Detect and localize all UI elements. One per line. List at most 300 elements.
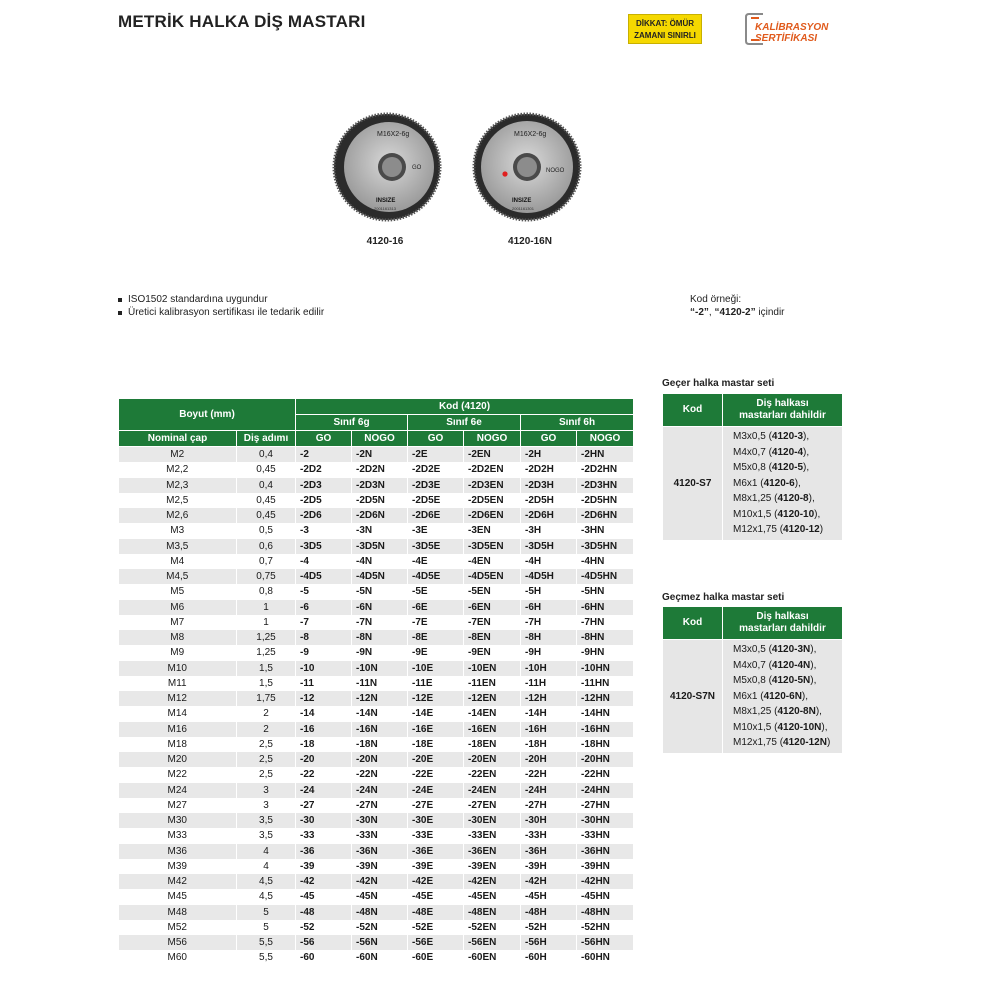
nominal-size-cell: M60 xyxy=(119,950,237,965)
code-cell: -27EN xyxy=(464,798,521,813)
bullet-icon xyxy=(118,298,122,302)
code-cell: -2D5E xyxy=(408,493,464,508)
code-cell: -30EN xyxy=(464,813,521,828)
code-cell: -18E xyxy=(408,737,464,752)
pitch-cell: 5,5 xyxy=(237,935,296,950)
code-cell: -3E xyxy=(408,523,464,538)
table-row xyxy=(119,874,634,889)
nogo-set-header-items: Diş halkası mastarları dahildir xyxy=(723,607,843,640)
code-cell: -52 xyxy=(296,920,352,935)
table-row xyxy=(119,615,634,630)
set-item: M12x1,75 (4120-12N) xyxy=(733,737,831,748)
code-cell: -60E xyxy=(408,950,464,965)
table-row xyxy=(119,783,634,798)
code-cell: -56E xyxy=(408,935,464,950)
pitch-cell: 2,5 xyxy=(237,737,296,752)
code-cell: -11 xyxy=(296,676,352,691)
feature-list xyxy=(118,293,324,319)
pitch-cell: 1,75 xyxy=(237,691,296,706)
code-cell: -2E xyxy=(408,447,464,463)
table-row xyxy=(119,508,634,523)
code-cell: -2D2N xyxy=(352,462,408,477)
code-cell: -33EN xyxy=(464,828,521,843)
code-cell: -60HN xyxy=(577,950,634,965)
table-row xyxy=(119,935,634,950)
go-set-code: 4120-S7 xyxy=(663,427,723,541)
code-cell: -2D6H xyxy=(521,508,577,523)
code-cell: -42E xyxy=(408,874,464,889)
code-cell: -9EN xyxy=(464,645,521,660)
header-nominal: Nominal çap xyxy=(119,431,237,447)
code-cell: -4D5EN xyxy=(464,569,521,584)
table-row xyxy=(119,569,634,584)
feature-item: Üretici kalibrasyon sertifikası ile tedarik edilir xyxy=(118,306,324,319)
header-class-6e: Sınıf 6e xyxy=(408,415,521,431)
warning-badge xyxy=(628,14,702,44)
pitch-cell: 2 xyxy=(237,706,296,721)
nominal-size-cell: M9 xyxy=(119,645,237,660)
pitch-cell: 0,5 xyxy=(237,523,296,538)
pitch-cell: 2,5 xyxy=(237,752,296,767)
code-cell: -8HN xyxy=(577,630,634,645)
code-cell: -30N xyxy=(352,813,408,828)
code-cell: -33H xyxy=(521,828,577,843)
code-cell: -4D5H xyxy=(521,569,577,584)
code-cell: -45EN xyxy=(464,889,521,904)
table-row xyxy=(119,706,634,721)
code-cell: -14EN xyxy=(464,706,521,721)
go-set-header-kod: Kod xyxy=(663,394,723,427)
code-cell: -11E xyxy=(408,676,464,691)
code-cell: -2D3HN xyxy=(577,478,634,493)
pitch-cell: 0,4 xyxy=(237,447,296,463)
code-cell: -56H xyxy=(521,935,577,950)
code-cell: -11H xyxy=(521,676,577,691)
pitch-cell: 3 xyxy=(237,783,296,798)
code-cell: -2D3EN xyxy=(464,478,521,493)
code-cell: -18HN xyxy=(577,737,634,752)
nominal-size-cell: M18 xyxy=(119,737,237,752)
pitch-cell: 1 xyxy=(237,615,296,630)
code-cell: -12N xyxy=(352,691,408,706)
code-cell: -30E xyxy=(408,813,464,828)
code-cell: -24 xyxy=(296,783,352,798)
nominal-size-cell: M3,5 xyxy=(119,539,237,554)
code-cell: -22EN xyxy=(464,767,521,782)
go-gauge-caption: 4120-16 xyxy=(366,236,404,247)
code-cell: -14HN xyxy=(577,706,634,721)
code-cell: -27 xyxy=(296,798,352,813)
code-cell: -52HN xyxy=(577,920,634,935)
nogo-gauge-caption: 4120-16N xyxy=(508,236,552,247)
code-cell: -30HN xyxy=(577,813,634,828)
code-cell: -39 xyxy=(296,859,352,874)
pitch-cell: 0,45 xyxy=(237,462,296,477)
nogo-gauge-marking: M16X2-6g xyxy=(514,131,547,138)
code-cell: -45 xyxy=(296,889,352,904)
code-cell: -56N xyxy=(352,935,408,950)
nominal-size-cell: M10 xyxy=(119,661,237,676)
code-cell: -10H xyxy=(521,661,577,676)
code-example-text: “-2”, “4120-2” içindir xyxy=(690,307,785,318)
table-row xyxy=(119,828,634,843)
pitch-cell: 1,25 xyxy=(237,630,296,645)
page-title: METRİK HALKA DİŞ MASTARI xyxy=(118,12,366,31)
pitch-cell: 2,5 xyxy=(237,767,296,782)
code-cell: -4HN xyxy=(577,554,634,569)
code-cell: -7E xyxy=(408,615,464,630)
set-item: M10x1,5 (4120-10), xyxy=(733,508,821,520)
code-cell: -2D5 xyxy=(296,493,352,508)
table-row xyxy=(119,661,634,676)
code-cell: -7EN xyxy=(464,615,521,630)
code-cell: -3D5 xyxy=(296,539,352,554)
feature-item: ISO1502 standardına uygundur xyxy=(118,293,324,306)
header-kod: Kod (4120) xyxy=(296,399,634,415)
header-nogo: NOGO xyxy=(577,431,634,447)
nominal-size-cell: M5 xyxy=(119,584,237,599)
pitch-cell: 3,5 xyxy=(237,813,296,828)
header-boyut: Boyut (mm) xyxy=(119,399,296,431)
code-cell: -16EN xyxy=(464,722,521,737)
code-cell: -48EN xyxy=(464,905,521,920)
calibration-certificate-logo xyxy=(745,12,845,46)
code-cell: -2D2 xyxy=(296,462,352,477)
nogo-set-header-kod: Kod xyxy=(663,607,723,640)
code-cell: -5 xyxy=(296,584,352,599)
pitch-cell: 3 xyxy=(237,798,296,813)
code-cell: -2D3N xyxy=(352,478,408,493)
code-cell: -48E xyxy=(408,905,464,920)
code-cell: -7 xyxy=(296,615,352,630)
code-cell: -10HN xyxy=(577,661,634,676)
table-row xyxy=(119,691,634,706)
nominal-size-cell: M30 xyxy=(119,813,237,828)
go-set-title: Geçer halka mastar seti xyxy=(662,378,775,389)
code-cell: -10 xyxy=(296,661,352,676)
set-item: M4x0,7 (4120-4), xyxy=(733,446,810,458)
warning-line-1: DİKKAT: ÖMÜR xyxy=(635,19,695,28)
table-row xyxy=(119,859,634,874)
nominal-size-cell: M4 xyxy=(119,554,237,569)
code-cell: -4 xyxy=(296,554,352,569)
code-cell: -9H xyxy=(521,645,577,660)
code-cell: -27H xyxy=(521,798,577,813)
code-cell: -8E xyxy=(408,630,464,645)
code-cell: -2D5N xyxy=(352,493,408,508)
code-cell: -4D5E xyxy=(408,569,464,584)
table-row xyxy=(119,554,634,569)
code-cell: -5N xyxy=(352,584,408,599)
pitch-cell: 0,45 xyxy=(237,493,296,508)
code-cell: -42EN xyxy=(464,874,521,889)
code-cell: -11N xyxy=(352,676,408,691)
code-cell: -2D2EN xyxy=(464,462,521,477)
table-row xyxy=(119,493,634,508)
code-cell: -7HN xyxy=(577,615,634,630)
code-cell: -2D5EN xyxy=(464,493,521,508)
code-cell: -11EN xyxy=(464,676,521,691)
nominal-size-cell: M45 xyxy=(119,889,237,904)
set-item: M8x1,25 (4120-8), xyxy=(733,493,815,504)
code-cell: -3D5HN xyxy=(577,539,634,554)
code-cell: -42HN xyxy=(577,874,634,889)
code-cell: -6EN xyxy=(464,600,521,615)
code-cell: -12E xyxy=(408,691,464,706)
code-cell: -33E xyxy=(408,828,464,843)
code-cell: -24H xyxy=(521,783,577,798)
set-item: M3x0,5 (4120-3), xyxy=(733,431,810,442)
pitch-cell: 0,8 xyxy=(237,584,296,599)
code-cell: -8H xyxy=(521,630,577,645)
nominal-size-cell: M22 xyxy=(119,767,237,782)
table-body xyxy=(119,447,634,966)
pitch-cell: 4 xyxy=(237,844,296,859)
code-cell: -20 xyxy=(296,752,352,767)
table-row xyxy=(119,920,634,935)
code-cell: -9E xyxy=(408,645,464,660)
code-cell: -27HN xyxy=(577,798,634,813)
code-cell: -10EN xyxy=(464,661,521,676)
pitch-cell: 0,4 xyxy=(237,478,296,493)
nominal-size-cell: M8 xyxy=(119,630,237,645)
code-cell: -2D3H xyxy=(521,478,577,493)
code-cell: -3EN xyxy=(464,523,521,538)
table-row xyxy=(119,752,634,767)
set-item: M6x1 (4120-6), xyxy=(733,477,801,489)
code-cell: -39N xyxy=(352,859,408,874)
nominal-size-cell: M4,5 xyxy=(119,569,237,584)
code-cell: -22HN xyxy=(577,767,634,782)
code-cell: -36H xyxy=(521,844,577,859)
table-row xyxy=(119,462,634,477)
code-cell: -24N xyxy=(352,783,408,798)
code-cell: -45E xyxy=(408,889,464,904)
code-cell: -39EN xyxy=(464,859,521,874)
code-cell: -16E xyxy=(408,722,464,737)
bullet-icon xyxy=(118,311,122,315)
nominal-size-cell: M39 xyxy=(119,859,237,874)
code-cell: -2D6HN xyxy=(577,508,634,523)
code-cell: -3H xyxy=(521,523,577,538)
code-cell: -18H xyxy=(521,737,577,752)
pitch-cell: 0,6 xyxy=(237,539,296,554)
code-cell: -39H xyxy=(521,859,577,874)
code-cell: -6E xyxy=(408,600,464,615)
nominal-size-cell: M52 xyxy=(119,920,237,935)
set-item: M4x0,7 (4120-4N), xyxy=(733,659,817,671)
code-cell: -18N xyxy=(352,737,408,752)
code-cell: -11HN xyxy=(577,676,634,691)
header-go: GO xyxy=(521,431,577,447)
header-go: GO xyxy=(408,431,464,447)
pitch-cell: 0,45 xyxy=(237,508,296,523)
code-cell: -2D6N xyxy=(352,508,408,523)
set-item: M6x1 (4120-6N), xyxy=(733,690,809,702)
code-cell: -36EN xyxy=(464,844,521,859)
code-cell: -8 xyxy=(296,630,352,645)
table-row xyxy=(119,676,634,691)
code-cell: -56 xyxy=(296,935,352,950)
code-cell: -42H xyxy=(521,874,577,889)
pitch-cell: 1 xyxy=(237,600,296,615)
table-row xyxy=(119,630,634,645)
table-row xyxy=(119,798,634,813)
code-cell: -9N xyxy=(352,645,408,660)
nominal-size-cell: M48 xyxy=(119,905,237,920)
pitch-cell: 5 xyxy=(237,920,296,935)
code-cell: -60EN xyxy=(464,950,521,965)
nominal-size-cell: M42 xyxy=(119,874,237,889)
code-cell: -24HN xyxy=(577,783,634,798)
code-cell: -52E xyxy=(408,920,464,935)
set-item: M12x1,75 (4120-12) xyxy=(733,524,824,535)
table-row xyxy=(119,645,634,660)
code-cell: -42 xyxy=(296,874,352,889)
nogo-red-dot-icon xyxy=(502,171,507,176)
table-row xyxy=(119,905,634,920)
code-cell: -8EN xyxy=(464,630,521,645)
code-cell: -33HN xyxy=(577,828,634,843)
code-cell: -18 xyxy=(296,737,352,752)
go-gauge-serial: 2001161313 xyxy=(374,206,396,211)
code-cell: -18EN xyxy=(464,737,521,752)
code-cell: -3D5EN xyxy=(464,539,521,554)
code-cell: -2HN xyxy=(577,447,634,463)
code-cell: -5EN xyxy=(464,584,521,599)
nominal-size-cell: M2,3 xyxy=(119,478,237,493)
set-item: M5x0,8 (4120-5N), xyxy=(733,675,817,686)
nominal-size-cell: M27 xyxy=(119,798,237,813)
code-cell: -33N xyxy=(352,828,408,843)
code-cell: -16 xyxy=(296,722,352,737)
code-cell: -22H xyxy=(521,767,577,782)
set-item: M5x0,8 (4120-5), xyxy=(733,462,810,473)
table-row xyxy=(119,950,634,965)
nogo-set-code: 4120-S7N xyxy=(663,640,723,754)
code-cell: -3D5H xyxy=(521,539,577,554)
code-cell: -10N xyxy=(352,661,408,676)
code-cell: -48HN xyxy=(577,905,634,920)
code-example xyxy=(690,293,785,319)
code-cell: -14N xyxy=(352,706,408,721)
nogo-gauge-brand: INSIZE xyxy=(512,198,532,204)
table-row xyxy=(119,523,634,538)
set-item: M10x1,5 (4120-10N), xyxy=(733,721,828,733)
nominal-size-cell: M20 xyxy=(119,752,237,767)
code-cell: -3 xyxy=(296,523,352,538)
pitch-cell: 3,5 xyxy=(237,828,296,843)
pitch-cell: 4,5 xyxy=(237,874,296,889)
code-cell: -36E xyxy=(408,844,464,859)
code-cell: -60N xyxy=(352,950,408,965)
go-set-header-items: Diş halkası mastarları dahildir xyxy=(723,394,843,427)
code-cell: -2D3 xyxy=(296,478,352,493)
nominal-size-cell: M24 xyxy=(119,783,237,798)
code-cell: -4N xyxy=(352,554,408,569)
code-cell: -48N xyxy=(352,905,408,920)
pitch-cell: 1,5 xyxy=(237,661,296,676)
go-gauge-side: GO xyxy=(412,165,422,171)
nogo-set-title: Geçmez halka mastar seti xyxy=(662,592,785,603)
nogo-set-table xyxy=(662,606,843,754)
code-cell: -48 xyxy=(296,905,352,920)
logo-line-1: KALİBRASYON xyxy=(755,22,829,33)
nogo-ring-gauge-image xyxy=(472,112,582,222)
code-cell: -2D5H xyxy=(521,493,577,508)
code-cell: -36HN xyxy=(577,844,634,859)
nominal-size-cell: M16 xyxy=(119,722,237,737)
code-cell: -2EN xyxy=(464,447,521,463)
code-cell: -42N xyxy=(352,874,408,889)
code-cell: -12HN xyxy=(577,691,634,706)
code-cell: -10E xyxy=(408,661,464,676)
go-gauge-brand: INSIZE xyxy=(376,198,396,204)
go-ring-gauge-image xyxy=(332,112,442,222)
code-cell: -2H xyxy=(521,447,577,463)
pitch-cell: 1,5 xyxy=(237,676,296,691)
nominal-size-cell: M36 xyxy=(119,844,237,859)
code-cell: -14H xyxy=(521,706,577,721)
nominal-size-cell: M3 xyxy=(119,523,237,538)
nominal-size-cell: M2,2 xyxy=(119,462,237,477)
code-cell: -6HN xyxy=(577,600,634,615)
code-cell: -3D5N xyxy=(352,539,408,554)
code-cell: -27N xyxy=(352,798,408,813)
code-cell: -60 xyxy=(296,950,352,965)
header-nogo: NOGO xyxy=(464,431,521,447)
code-cell: -3HN xyxy=(577,523,634,538)
code-cell: -16N xyxy=(352,722,408,737)
code-cell: -4D5 xyxy=(296,569,352,584)
code-cell: -20H xyxy=(521,752,577,767)
code-cell: -36 xyxy=(296,844,352,859)
code-cell: -6N xyxy=(352,600,408,615)
code-cell: -39E xyxy=(408,859,464,874)
table-row xyxy=(119,813,634,828)
nominal-size-cell: M7 xyxy=(119,615,237,630)
code-cell: -2N xyxy=(352,447,408,463)
nominal-size-cell: M12 xyxy=(119,691,237,706)
code-cell: -2D2H xyxy=(521,462,577,477)
nominal-size-cell: M14 xyxy=(119,706,237,721)
code-cell: -2D6 xyxy=(296,508,352,523)
table-row xyxy=(119,539,634,554)
header-nogo: NOGO xyxy=(352,431,408,447)
code-cell: -7H xyxy=(521,615,577,630)
code-cell: -45H xyxy=(521,889,577,904)
code-cell: -12EN xyxy=(464,691,521,706)
code-cell: -52H xyxy=(521,920,577,935)
nominal-size-cell: M2,5 xyxy=(119,493,237,508)
header-class-6h: Sınıf 6h xyxy=(521,415,634,431)
pitch-cell: 0,7 xyxy=(237,554,296,569)
nominal-size-cell: M56 xyxy=(119,935,237,950)
code-cell: -2D2E xyxy=(408,462,464,477)
code-cell: -20N xyxy=(352,752,408,767)
code-cell: -6H xyxy=(521,600,577,615)
code-cell: -5HN xyxy=(577,584,634,599)
nogo-gauge-side: NOGO xyxy=(546,168,565,174)
header-class-6g: Sınıf 6g xyxy=(296,415,408,431)
table-row xyxy=(119,889,634,904)
nogo-gauge-serial: 2001161301 xyxy=(512,206,534,211)
code-cell: -20E xyxy=(408,752,464,767)
nogo-set-items xyxy=(723,640,843,754)
pitch-cell: 1,25 xyxy=(237,645,296,660)
go-set-items xyxy=(723,427,843,541)
table-row xyxy=(119,447,634,463)
